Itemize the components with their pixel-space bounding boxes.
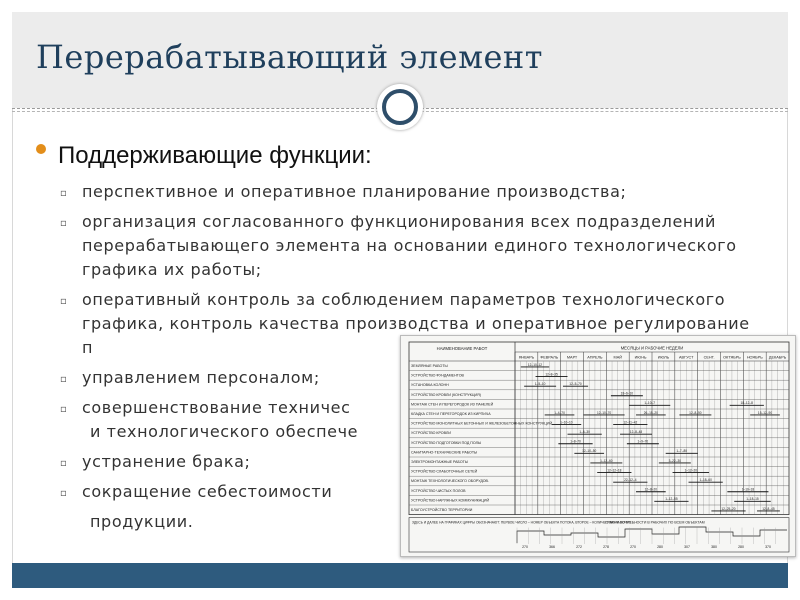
bullet-square-icon: ▫ <box>60 488 68 499</box>
schedule-row-label: ЗЕМЛЯНЫЕ РАБОТЫ <box>411 364 448 368</box>
gantt-bar-label: 15–12–90 <box>757 410 773 415</box>
workforce-chart-title: ГРАФИК ПОТРЕБНОСТИ В РАБОЧИХ ПО ВСЕМ ОБЪЕКТАМ <box>605 520 705 525</box>
bullet-square-icon: ▫ <box>60 188 68 199</box>
workforce-value-label: 270 <box>630 545 636 549</box>
bullet-square-icon: ▫ <box>60 374 68 385</box>
workforce-value-label: 272 <box>576 545 582 549</box>
gantt-bar-label: 12–8–45 <box>762 506 775 511</box>
bullet-square-icon: ▫ <box>60 458 68 469</box>
workforce-value-label: 370 <box>765 545 771 549</box>
schedule-footnote: ЗДЕСЬ И ДАЛЕЕ НА ГРАФИКАХ ЦИФРЫ ОБОЗНАЧАЮТ: ПЕРВОЕ ЧИСЛО – НОМЕР ОБЪЕКТА ПОТОКА, ВТОРОЕ – КОЛИЧЕСТВО РАБОЧИХ ... <box>412 520 635 525</box>
list-item-text: организация согласованного функционирования всех подразделений перерабатывающего элемента на основании единого технологического графика их работы; <box>82 212 737 279</box>
bullet-square-icon: ▫ <box>60 218 68 229</box>
gantt-bar-label: 1–18–15 <box>746 497 759 502</box>
month-label: ОКТЯБРЬ <box>723 355 741 360</box>
schedule-row-label: ЭЛЕКТРОМОНТАЖНЫЕ РАБОТЫ <box>411 460 469 464</box>
gantt-bar-label: 12–10–12 <box>527 362 543 367</box>
month-label: СЕНТ. <box>703 355 715 360</box>
list-item-text: сокращение себестоимости <box>82 482 333 501</box>
gantt-bar-label: 1–7–80 <box>676 449 688 454</box>
gantt-bar-label: 18–6–10 <box>620 391 634 396</box>
gantt-bar-label: 12–11–42 <box>623 420 638 425</box>
gantt-bar-label: 1–12–20 <box>684 468 698 473</box>
gantt-bar-label: 26–15–20 <box>643 410 658 415</box>
list-item-text: оперативный контроль за соблюдением параметров технологического графика, контроль качества производства и оперативное регулирование п <box>82 290 750 357</box>
month-label: АПРЕЛЬ <box>587 355 603 360</box>
month-label: АВГУСТ <box>679 355 694 360</box>
gantt-bar-label: 1–10–18 <box>741 487 755 492</box>
workforce-value-label: 366 <box>549 545 555 549</box>
schedule-row-label: УСТРОЙСТВО КРОВЛИ <box>411 431 451 436</box>
schedule-row-label: УСТАНОВКА КОЛОНН <box>411 383 449 388</box>
gantt-bar-label: 1–10–7 <box>644 401 656 406</box>
gantt-bar-label: 1–5–10 <box>534 381 546 386</box>
section-heading: Поддерживающие функции: <box>58 142 372 169</box>
workforce-value-label: 280 <box>738 545 744 549</box>
gantt-bar-label: 18–12–8 <box>740 401 753 406</box>
gantt-bar-label: 12–8–50 <box>689 410 702 415</box>
month-label: МАРТ <box>566 355 578 360</box>
bullet-square-icon: ▫ <box>60 404 68 415</box>
schedule-row-label: МОНТАЖ СТЕН И ПЕРЕГОРОДОК ИЗ ПАНЕЛЕЙ <box>411 402 494 407</box>
slide-footer-bar <box>12 563 788 588</box>
schedule-chart-image <box>400 335 796 557</box>
gantt-bar-label: 12–12–18 <box>607 468 622 473</box>
schedule-work-header: НАИМЕНОВАНИЕ РАБОТ <box>436 346 488 351</box>
schedule-row-label: УСТРОЙСТВО СЛАБОТОЧНЫХ СЕТЕЙ <box>411 469 478 474</box>
month-label: ДЕКАБРЬ <box>768 355 787 360</box>
month-label: ЯНВАРЬ <box>518 355 535 360</box>
schedule-row-label: МОНТАЖ ТЕХНОЛОГИЧЕСКОГО ОБОРУДОВ. <box>411 479 489 484</box>
gantt-bar-label: 1–10–10 <box>560 420 573 425</box>
schedule-row-label: САНИТАРНО-ТЕХНИЧЕСКИЕ РАБОТЫ <box>411 450 478 455</box>
gantt-bar-label: 12–5–70 <box>569 381 582 386</box>
schedule-chart-svg <box>401 336 795 556</box>
schedule-row-label: УСТРОЙСТВО ЧИСТЫХ ПОЛОВ <box>411 488 466 493</box>
list-item-text: перспективное и оперативное планирование производства; <box>82 182 627 201</box>
list-item <box>60 210 760 282</box>
schedule-row-label: УСТРОЙСТВО НАРУЖНЫХ КОММУНИКАЦИЙ <box>411 498 490 503</box>
bullet-square-icon: ▫ <box>60 296 68 307</box>
gantt-bar-label: 1–12–60 <box>600 458 613 463</box>
gantt-bar-label: 3–22–30 <box>668 458 682 463</box>
heading-bullet-icon <box>36 144 46 154</box>
list-item-text: управлением персоналом; <box>82 368 320 387</box>
gantt-bar-label: 12–8–35 <box>545 372 558 377</box>
workforce-value-label: 307 <box>684 545 690 549</box>
list-item <box>60 180 760 204</box>
schedule-row-label: КЛАДКА СТЕН И ПЕРЕГОРОДОК ИЗ КИРПИЧА <box>411 412 491 416</box>
month-label: НОЯБРЬ <box>746 355 763 360</box>
gantt-bar-label: 1–8–70 <box>570 439 581 444</box>
month-label: ИЮЛЬ <box>657 355 670 360</box>
gantt-bar-label: 12–8–20 <box>644 487 658 492</box>
schedule-row-label: УСТРОЙСТВО ФУНДАМЕНТОВ <box>411 373 464 378</box>
list-item-text: устранение брака; <box>82 452 251 471</box>
schedule-row-label: УСТРОЙСТВО КРОВЛИ (КОНСТРУКЦИЯ) <box>411 392 481 397</box>
gantt-bar-label: 1–18–60 <box>699 477 712 482</box>
workforce-value-label: 270 <box>522 545 528 549</box>
gantt-bar-label: 12–8–48 <box>629 429 643 434</box>
month-label: ИЮНЬ <box>634 355 647 360</box>
gantt-bar-label: 1–6–30 <box>579 429 590 434</box>
workforce-value-label: 280 <box>657 545 663 549</box>
schedule-row-label: УСТРОЙСТВО ПОДГОТОВКИ ПОД ПОЛЫ <box>411 440 482 445</box>
month-label: ФЕВРАЛЬ <box>540 355 559 360</box>
gantt-bar-label: 12–25–20 <box>721 506 736 511</box>
month-label: МАЙ <box>613 355 622 360</box>
ring-ornament-icon <box>377 84 423 130</box>
gantt-bar-label: 12–10–50 <box>582 449 597 454</box>
schedule-row-label: УСТРОЙСТВО МОНОЛИТНЫХ БЕТОННЫХ И ЖЕЛЕЗОБЕТОННЫХ КОНСТРУКЦИЙ <box>411 421 553 426</box>
list-item-text: продукции. <box>90 512 194 531</box>
gantt-bar-label: 12–10–70 <box>596 410 612 415</box>
list-item-text: и технологического обеспече <box>90 422 359 441</box>
workforce-value-label: 278 <box>603 545 609 549</box>
gantt-bar-label: 1–12–55 <box>665 497 678 502</box>
slide-title: Перерабатывающий элемент <box>36 38 543 76</box>
gantt-bar-label: 22–12–4 <box>624 477 637 482</box>
schedule-months-header: МЕСЯЦЫ И РАБОЧИЕ НЕДЕЛИ <box>620 345 684 351</box>
gantt-bar-label: 1–9–70 <box>637 439 649 444</box>
list-item-text: совершенствование техничес <box>82 398 351 417</box>
gantt-bar-label: 1–4–70 <box>554 410 565 415</box>
schedule-row-label: БЛАГОУСТРОЙСТВО ТЕРРИТОРИИ <box>411 508 473 512</box>
workforce-value-label: 380 <box>711 545 717 549</box>
